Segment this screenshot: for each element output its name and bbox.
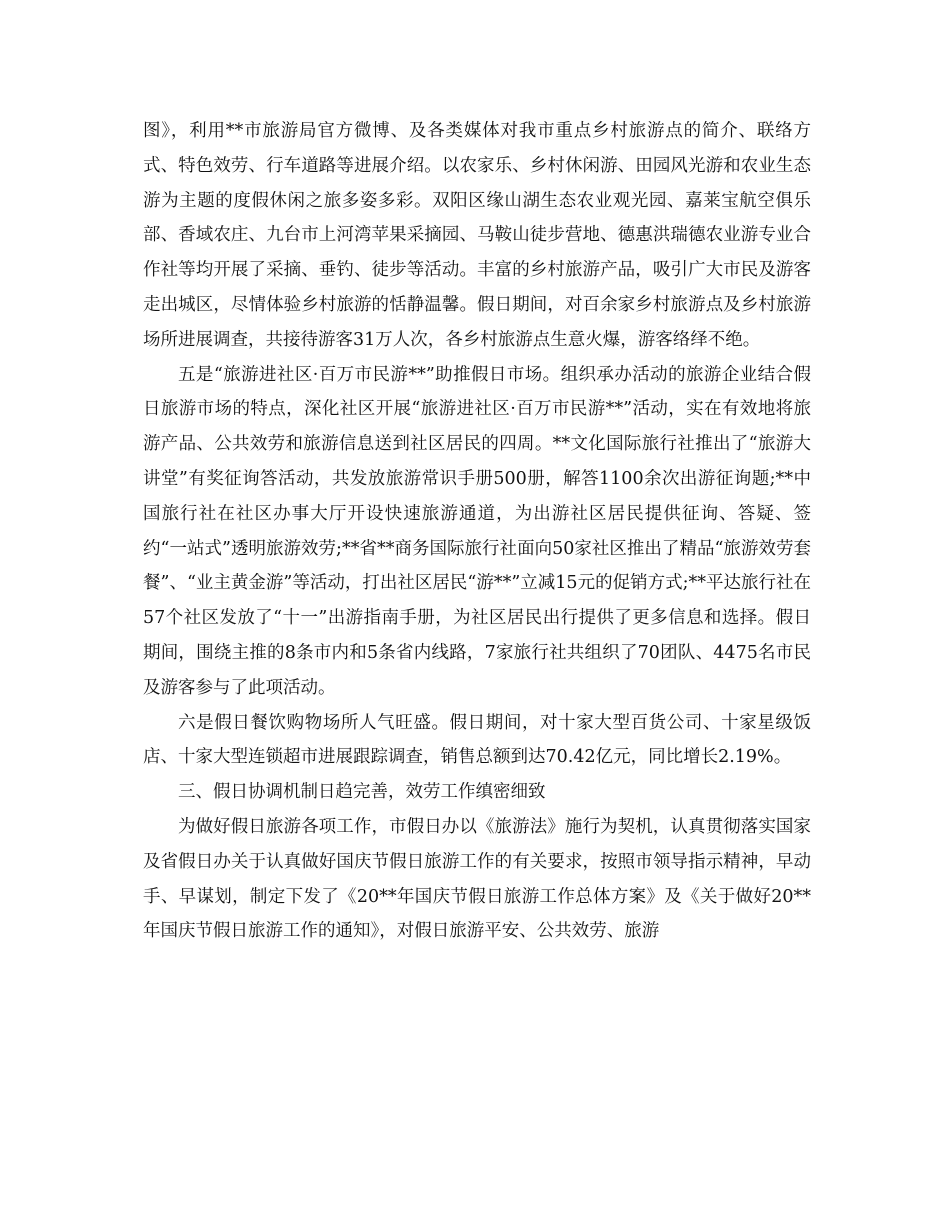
paragraph-dining-shopping: 六是假日餐饮购物场所人气旺盛。假日期间，对十家大型百货公司、十家星级饭店、十家大型连锁超市进展跟踪调查，销售总额到达70.42亿元，同比增长2.19%。 <box>143 712 811 768</box>
section-heading-coordination: 三、假日协调机制日趋完善，效劳工作缜密细致 <box>178 782 546 803</box>
paragraph-coordination-work: 为做好假日旅游各项工作，市假日办以《旅游法》施行为契机，认真贯彻落实国家及省假日办关于认真做好国庆节假日旅游工作的有关要求，按照市领导指示精神，早动手、早谋划，制定下发了《20**年国庆节假日旅游工作总体方案》及《关于做好20**年国庆节假日旅游工作的通知》，对假日旅游平安、公共效劳、旅游 <box>143 816 811 942</box>
document-body <box>143 114 811 949</box>
paragraph-rural-tourism: 图》，利用**市旅游局官方微博、及各类媒体对我市重点乡村旅游点的简介、联络方式、特色效劳、行车道路等进展介绍。以农家乐、乡村休闲游、田园风光游和农业生态游为主题的度假休闲之旅多姿多彩。双阳区缘山湖生态农业观光园、嘉莱宝航空俱乐部、香域农庄、九台市上河湾苹果采摘园、马鞍山徒步营地、德惠洪瑞德农业游专业合作社等均开展了采摘、垂钓、徒步等活动。丰富的乡村旅游产品，吸引广大市民及游客走出城区，尽情体验乡村旅游的恬静温馨。假日期间，对百余家乡村旅游点及乡村旅游场所进展调查，共接待游客31万人次，各乡村旅游点生意火爆，游客络绎不绝。 <box>143 121 811 350</box>
paragraph-community-tourism: 五是“旅游进社区·百万市民游**”助推假日市场。组织承办活动的旅游企业结合假日旅游市场的特点，深化社区开展“旅游进社区·百万市民游**”活动，实在有效地将旅游产品、公共效劳和旅游信息送到社区居民的四周。**文化国际旅行社推出了“旅游大讲堂”有奖征询答活动，共发放旅游常识手册500册，解答1100余次出游征询题;**中国旅行社在社区办事大厅开设快速旅游通道，为出游社区居民提供征询、答疑、签约“一站式”透明旅游效劳;**省**商务国际旅行社面向50家社区推出了精品“旅游效劳套餐”、“业主黄金游”等活动，打出社区居民“游**”立减15元的促销方式;**平达旅行社在57个社区发放了“十一”出游指南手册，为社区居民出行提供了更多信息和选择。假日期间，围绕主推的8条市内和5条省内线路，7家旅行社共组织了70团队、4475名市民及游客参与了此项活动。 <box>143 364 812 698</box>
